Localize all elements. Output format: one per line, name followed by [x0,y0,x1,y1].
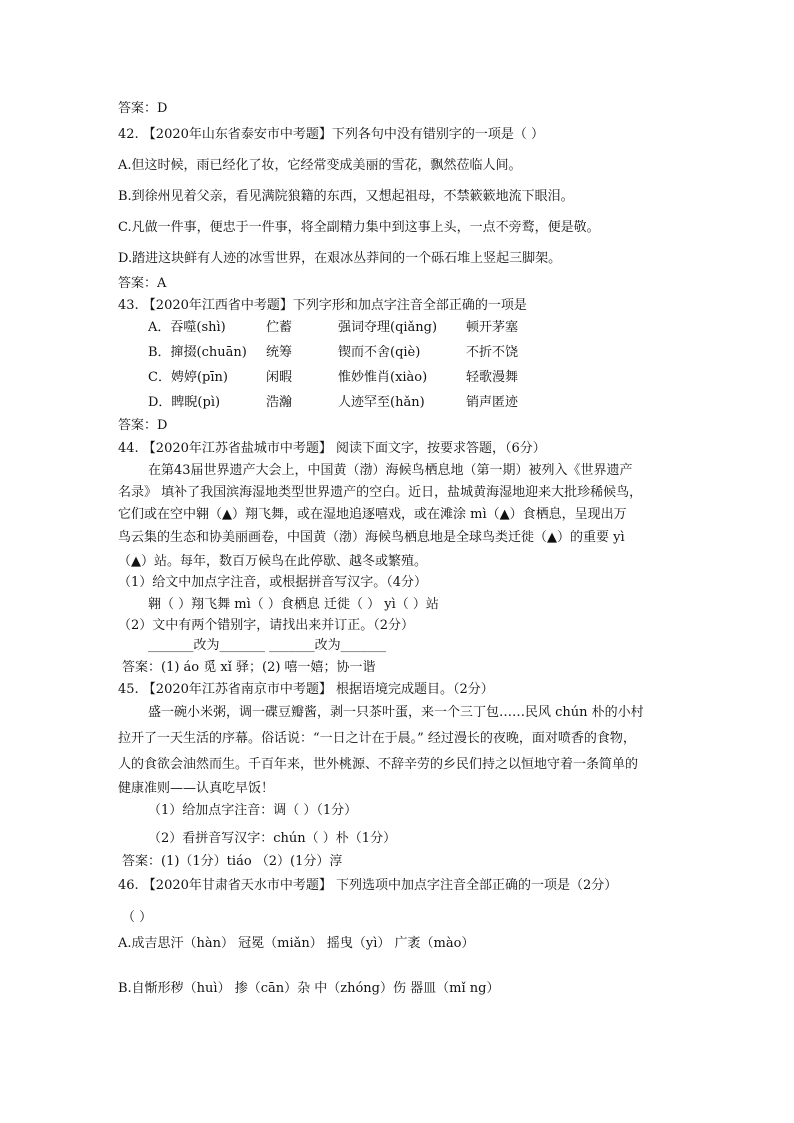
passage-45-line: 人的食欲会油然而生。千百年来，世外桃源、不辞辛劳的乡民们持之以恒地守着一条简单的 [118,757,639,772]
sub-question-44-2-blanks: _______改为_______ _______改为_______ [148,638,387,653]
question-42: 42. 【2020年山东省泰安市中考题】下列各句中没有错别字的一项是（ ） [118,127,545,142]
sub-question-44-1: （1）给文中加点字注音，或根据拼音写汉字。（4分） [118,575,428,590]
q43-cell: 闲暇 [266,370,293,385]
q42-option-c: C.凡做一件事，便忠于一件事，将全副精力集中到这事上头，一点不旁鹜，便是敬。 [118,220,600,235]
q43-cell: 锲而不舍(qiè) [338,345,421,360]
sub-question-45-1: （1）给加点字注音：调（ ）（1分） [148,803,358,818]
q43-cell: D．睥睨(pì) [148,395,221,410]
q46-option-a: A.成吉思汗（hàn） 冠冕（miǎn） 摇曳（yì） 广袤（mào） [118,936,475,951]
answer-42: 答案：A [118,276,167,291]
q43-cell: 顿开茅塞 [466,320,519,335]
q43-cell: 轻歌漫舞 [466,370,519,385]
passage-45-line: 健康准则——认真吃早饭！ [118,781,275,796]
sub-question-44-2: （2）文中有两个错别字，请找出来并订正。（2分） [118,618,415,633]
q42-option-b: B.到徐州见着父亲，看见满院狼籍的东西，又想起祖母，不禁簌簌地流下眼泪。 [118,189,574,204]
q42-option-d: D.踏进这块鲜有人迹的冰雪世界，在艰冰丛莽间的一个砾石堆上竖起三脚架。 [118,251,562,266]
q43-cell: 统筹 [266,345,293,360]
passage-44-line: 在第43届世界遗产大会上，中国黄（渤）海候鸟栖息地（第一期）被列入《世界遗产 [148,463,633,478]
q42-option-a: A.但这时候，雨已经化了妆，它经常变成美丽的雪花，飘然莅临人间。 [118,158,522,173]
q43-option-row [148,320,518,336]
q43-option-row [148,370,518,386]
passage-44-line: 名录》 填补了我国滨海湿地类型世界遗产的空白。近日，盐城黄海湿地迎来大批珍稀候鸟， [118,485,643,500]
question-46-bracket: （ ） [122,910,153,925]
q43-option-row [148,395,518,411]
question-44: 44. 【2020年江苏省盐城市中考题】 阅读下面文字，按要求答题，（6分） [118,441,546,456]
q43-cell: 不折不饶 [466,345,519,360]
passage-45-line: 拉开了一天生活的序幕。俗话说：“一日之计在于晨。” 经过漫长的夜晚，面对喷香的食物， [118,731,636,746]
q43-cell: 惟妙惟肖(xiào) [338,370,428,385]
passage-45-line: 盛一碗小米粥，调一碟豆瓣酱，剥一只茶叶蛋，来一个三丁包……民风 chún 朴的小村 [148,705,644,720]
q43-cell: 伫蓄 [266,320,293,335]
q43-cell: 强词夺理(qiǎng) [338,320,438,335]
q43-cell: 浩瀚 [266,395,293,410]
q43-cell: C．娉婷(pīn) [148,370,228,385]
line-answer-41: 答案：D [118,101,168,116]
q43-cell: B．撺掇(chuān) [148,345,247,360]
q43-cell: 人迹罕至(hǎn) [338,395,425,410]
q43-cell: 销声匿迹 [466,395,519,410]
answer-44: 答案：(1) áo 觅 xǐ 驿；(2) 嘻一嬉；协一谐 [122,660,376,675]
passage-44-line: 它们或在空中翱（▲）翔飞舞，或在湿地追逐嘻戏，或在滩涂 mì（▲）食栖息，呈现出万 [118,507,627,522]
q46-option-b: B.自惭形秽（huì） 掺（cān）杂 中（zhóng）伤 器皿（mǐ ng） [118,981,500,996]
sub-question-44-1-blanks: 翱（ ）翔飞舞 mì（ ）食栖息 迁徙（ ） yì（ ）站 [148,597,439,612]
q43-option-row [148,345,518,361]
passage-44-line: （▲）站。每年，数百万候鸟在此停歇、越冬或繁殖。 [118,554,427,569]
answer-45: 答案：(1)（1分）tiáo （2）(1分）淳 [122,854,343,869]
q43-cell: A．吞噬(shì) [148,320,226,335]
question-43: 43. 【2020年江西省中考题】下列字形和加点字注音全部正确的一项是 [118,298,527,313]
answer-43: 答案：D [118,418,168,433]
sub-question-45-2: （2）看拼音写汉字：chún（ ）朴（1分） [148,831,397,846]
question-46: 46. 【2020年甘肃省天水市中考题】 下列选项中加点字注音全部正确的一项是（2分） [118,878,618,893]
passage-44-line: 鸟云集的生态和协美丽画卷，中国黄（渤）海候鸟栖息地是全球鸟类迁徙（▲）的重要 yì [118,530,625,545]
question-45: 45. 【2020年江苏省南京市中考题】 根据语境完成题目。（2分） [118,682,494,697]
